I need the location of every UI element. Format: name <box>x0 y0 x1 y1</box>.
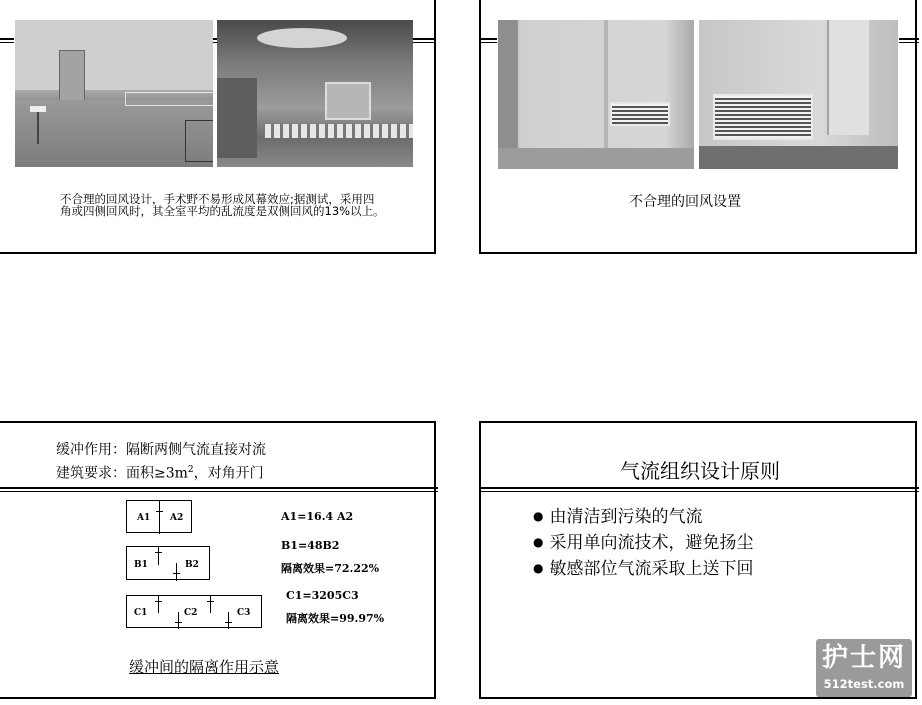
return-air-vent-photo-2 <box>699 20 898 169</box>
partition-c3 <box>210 596 211 613</box>
vent-grille <box>713 94 813 140</box>
bullet-item: ● 采用单向流技术，避免扬尘 <box>533 531 753 557</box>
slide-2-rule <box>481 38 497 43</box>
slide-3-line-2-suffix: ，对角开门 <box>193 465 264 482</box>
slide-3 <box>0 421 436 699</box>
slide-4-bullets <box>533 505 753 583</box>
label-c3: C3 <box>237 608 251 618</box>
door-mark <box>207 601 214 602</box>
label-a1: A1 <box>137 513 151 523</box>
buffer-diagram-a <box>126 500 192 533</box>
partition-c1 <box>158 596 159 613</box>
slide-1-rule-right <box>412 38 436 43</box>
effect-b: 隔离效果=72.22% <box>281 562 380 575</box>
bullet-item: ● 由清洁到污染的气流 <box>533 505 753 531</box>
slide-4-title: 气流组织设计原则 <box>620 459 780 483</box>
partition-c2 <box>178 612 179 629</box>
slide-1-rule <box>0 38 14 43</box>
watermark-cn-text: 护士网 <box>821 643 906 673</box>
door-mark <box>156 511 163 512</box>
partition-c4 <box>228 612 229 629</box>
door-mark <box>225 622 232 623</box>
slide-4 <box>479 421 917 699</box>
watermark-url-text: 512test.com <box>823 677 905 691</box>
label-a2: A2 <box>170 513 184 523</box>
slide-3-caption: 缓冲间的隔离作用示意 <box>129 658 280 676</box>
operating-room-photo-2 <box>217 20 413 167</box>
vent-grille <box>610 102 670 126</box>
slide-1-caption: 不合理的回风设计，手术野不易形成风幕效应;据测试，采用四角或四侧回风时，其全室平均的乱流度是双侧回风的13%以上。 <box>60 192 385 218</box>
door-mark <box>155 601 162 602</box>
formula-a: A1=16.4 A2 <box>281 510 354 523</box>
slide-3-line-2-sup: 2 <box>187 465 194 475</box>
operating-room-photo-1 <box>15 20 213 167</box>
partition-b2 <box>176 563 177 581</box>
buffer-diagram-b <box>126 546 210 580</box>
label-c2: C2 <box>184 608 198 618</box>
formula-b: B1=48B2 <box>281 539 340 552</box>
partition-b1 <box>158 547 159 565</box>
slide-2-rule-right <box>899 38 919 43</box>
slide-2-caption: 不合理的回风设置 <box>629 194 741 210</box>
return-air-vent-photo-1 <box>498 20 694 169</box>
slide-3-line-2 <box>56 461 264 483</box>
slide-3-rule <box>0 487 438 492</box>
slide-3-line-2-prefix: 建筑要求：面积≥3m <box>56 465 188 482</box>
door-mark <box>173 573 180 574</box>
slide-1 <box>0 0 436 254</box>
formula-c: C1=3205C3 <box>286 589 359 602</box>
slide-2 <box>479 0 917 254</box>
effect-c: 隔离效果=99.97% <box>286 612 385 625</box>
slide-3-line-1: 缓冲作用：隔断两侧气流直接对流 <box>56 442 266 458</box>
door-mark <box>155 552 162 553</box>
label-b2: B2 <box>185 560 199 570</box>
slide-4-rule <box>481 487 919 492</box>
label-b1: B1 <box>134 560 148 570</box>
site-watermark-logo <box>816 639 912 697</box>
buffer-diagram-c <box>126 595 262 628</box>
label-c1: C1 <box>134 608 148 618</box>
partition-a <box>159 501 160 534</box>
bullet-item: ● 敏感部位气流采取上送下回 <box>533 557 753 583</box>
door-mark <box>175 622 182 623</box>
